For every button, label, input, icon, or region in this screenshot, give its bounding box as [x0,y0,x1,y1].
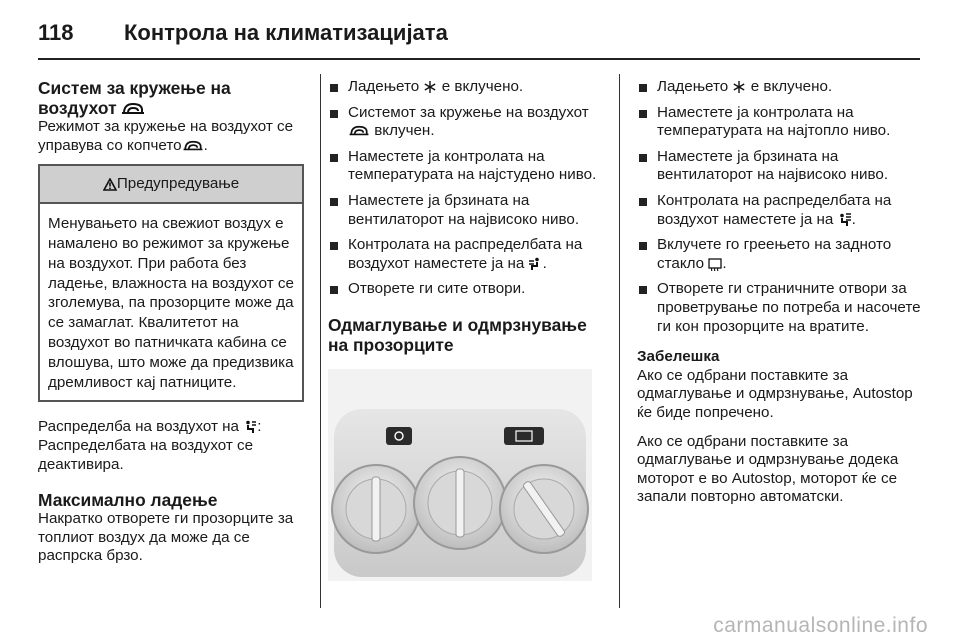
warning-header [40,166,302,204]
column-2 [328,78,606,581]
ac-button [386,427,412,445]
watermark: carmanualsonline.info [713,614,928,637]
column-3 [637,78,927,507]
column-divider-2 [619,74,620,608]
column-divider-1 [320,74,321,608]
warning-title: Предупредување [116,174,240,192]
warning-box [38,164,304,402]
list-item: Ладењето е вклучено. [328,78,606,97]
recirculation-icon [121,102,145,116]
column-1 [38,78,304,566]
defog-steps [637,78,927,336]
list-item: Контролата на распределбата на воздухот наместете ја на . [328,236,606,273]
snowflake-icon [732,80,746,94]
warning-triangle-icon [103,178,117,191]
air-to-face-icon [529,257,543,271]
list-item: Вклучете го греењето на задното стакло . [637,236,927,273]
recirculation-icon [182,140,204,152]
note-title: Забелешка [637,348,720,366]
warning-body: Менувањето на свежиот воздух е намалено во режимот за кружење на воздухот. При работа без ладење, влажноста на воздухот се зголемува, па прозорците може да се замаглат. Квалитетот на воздухот во патничката кабина се влошува, што може да предизвика дремливост кај патниците. [48,215,294,391]
list-item: Наместете ја брзината на вентилаторот на највисоко ниво. [328,192,606,229]
control-panel-illustration [328,369,592,581]
section-heading-max-cooling: Максимално ладење [38,490,218,511]
header-rule [38,58,920,60]
section-heading-defog: Одмаглување и одмрзнување на прозорците [328,314,587,355]
climate-control-panel-image [328,369,592,581]
air-distribution-text: Распределба на воздухот на : Распределбата на воздухот се деактивира. [38,418,262,473]
list-item: Системот за кружење на воздухот вклучен. [328,104,606,141]
snowflake-icon [423,80,437,94]
note-text-2: Ако се одбрани поставките за одмаглување и одмрзнување додека моторот е во Autostop, моторот ќе се запали повторно автоматски. [637,432,899,506]
rear-defrost-button [504,427,544,445]
rear-window-heating-icon [708,257,722,271]
list-item: Наместете ја брзината на вентилаторот на највисоко ниво. [637,148,927,185]
note-text-1: Ако се одбрани поставките за одмаглување и одмрзнување, Autostop ќе биде попречено. [637,366,913,421]
list-item: Контролата на распределбата на воздухот наместете ја на . [637,192,927,229]
list-item: Наместете ја контролата на температурата на најстудено ниво. [328,148,606,185]
windscreen-defrost-icon [838,213,852,227]
page-number: 118 [38,20,74,45]
max-cooling-steps [328,78,606,299]
page-header [38,14,920,54]
air-to-feet-icon [243,420,257,434]
max-cooling-text: Накратко отворете ги прозорците за топлиот воздух да може да се распрска брзо. [38,510,294,565]
list-item: Наместете ја контролата на температурата на најтопло ниво. [637,104,927,141]
list-item: Ладењето е вклучено. [637,78,927,97]
list-item: Отворете ги сите отвори. [328,280,606,299]
recirculation-icon [348,125,370,137]
list-item: Отворете ги страничните отвори за проветрување по потреба и насочете ги кон прозорците на вратите. [637,280,927,336]
recirculation-text: Режимот за кружење на воздухот се управува со копчето . [38,118,294,154]
page-title: Контрола на климатизацијата [124,20,448,45]
section-heading-recirculation: Систем за кружење на воздухот [38,78,231,118]
